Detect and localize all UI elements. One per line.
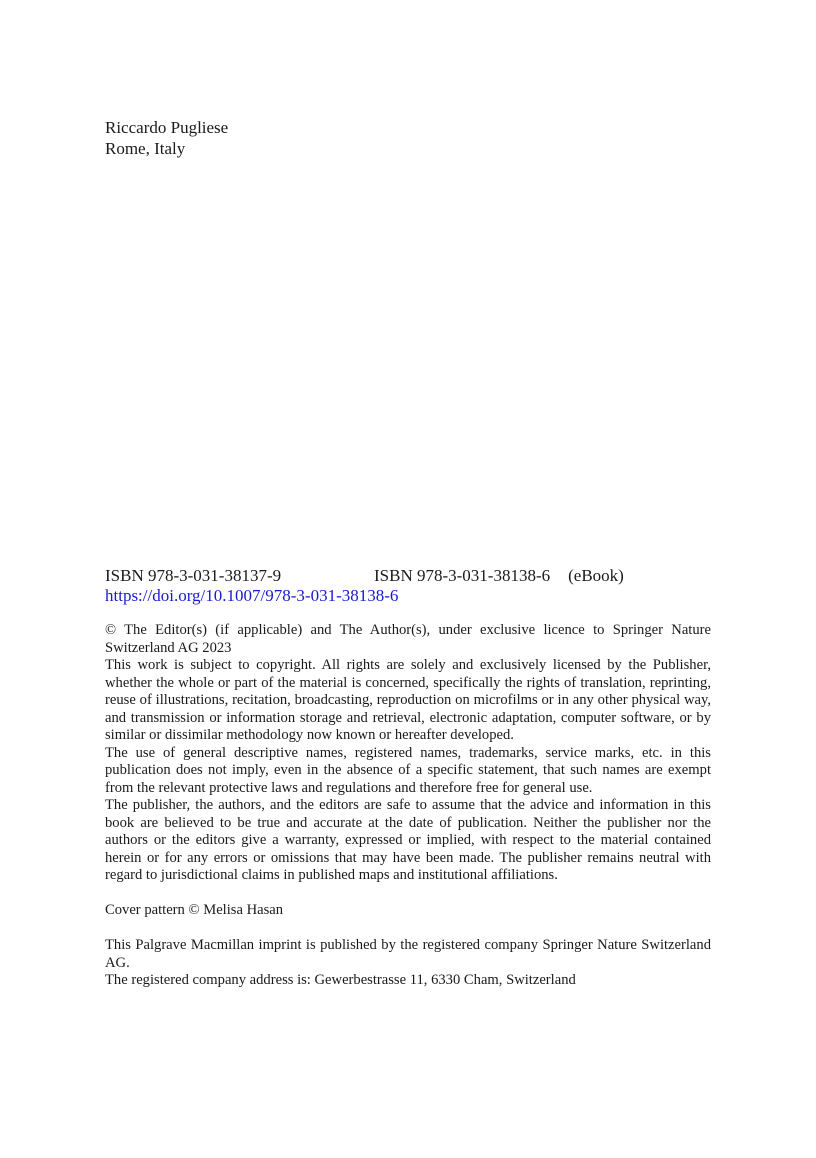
spacer (105, 885, 711, 903)
legal-block (105, 622, 711, 990)
spacer (105, 920, 711, 938)
isbn-row (105, 566, 711, 586)
author-name: Riccardo Pugliese (105, 118, 229, 137)
cover-credit: Cover pattern © Melisa Hasan (105, 902, 284, 918)
author-block (105, 117, 228, 159)
isbn-block (105, 566, 711, 606)
doi-link[interactable]: https://doi.org/10.1007/978-3-031-38138-6 (105, 586, 399, 605)
imprint-notice: This Palgrave Macmillan imprint is published by the registered company Springer Nature Switzerland AG. (105, 937, 711, 971)
names-notice: The use of general descriptive names, registered names, trademarks, service marks, etc. in this publication does not imply, even in the absence of a specific statement, that such names are exempt from the relevant protective laws and regulations and therefore free for general use. (105, 744, 711, 796)
copyright-notice: © The Editor(s) (if applicable) and The Author(s), under exclusive licence to Springer Nature Switzerland AG 2023 (105, 622, 711, 656)
rights-notice: This work is subject to copyright. All rights are solely and exclusively licensed by the Publisher, whether the whole or part of the material is concerned, specifically the rights of translation, reprinting, reuse of illustrations, recitation, broadcasting, reproduction on microfilms or in any other physical way, and transmission or information storage and retrieval, electronic adaptation, computer software, or by similar or dissimilar methodology now known or hereafter developed. (105, 657, 711, 743)
isbn-ebook: ISBN 978-3-031-38138-6 (374, 566, 551, 585)
address-notice: The registered company address is: Gewerbestrasse 11, 6330 Cham, Switzerland (105, 972, 576, 988)
isbn-print: ISBN 978-3-031-38137-9 (105, 566, 282, 585)
disclaimer-notice: The publisher, the authors, and the editors are safe to assume that the advice and information in this book are believed to be true and accurate at the date of publication. Neither the publisher nor the authors or the editors give a warranty, expressed or implied, with respect to the material contained herein or for any errors or omissions that may have been made. The publisher remains neutral with regard to jurisdictional claims in published maps and institutional affiliations. (105, 797, 711, 883)
author-location: Rome, Italy (105, 139, 186, 158)
isbn-ebook-tag: (eBook) (568, 566, 624, 585)
